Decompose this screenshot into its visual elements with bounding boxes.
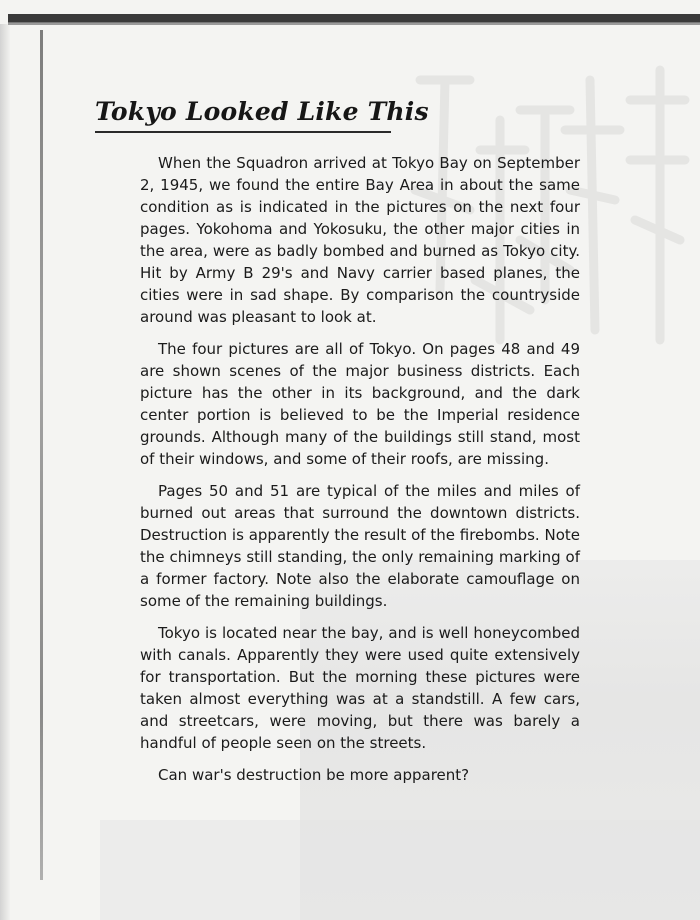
page-title: Tokyo Looked Like This [95,97,429,126]
paragraph-canals: Tokyo is located near the bay, and is well honeycombed with canals. Apparently they were used quite extensively for transportation. But the morning these pictures were taken almost everything was at a standstill. A few cars, and streetcars, were moving, but there was barely a handful of people seen on the streets. [140,624,580,752]
paragraph-closing: Can war's destruction be more apparent? [158,766,470,784]
top-border-rule [8,14,700,22]
bleed-through-photo-bottom [100,820,700,920]
top-border-rule-thin [8,23,700,25]
paragraph-business-districts: The four pictures are all of Tokyo. On pages 48 and 49 are shown scenes of the major business districts. Each picture has the other in its background, and the dark center portion is believed to be the Imperial residence grounds. Although many of the buildings still stand, most of their windows, and some of their roofs, are missing. [140,340,580,468]
binding-edge-line [40,30,43,880]
title-underline [95,131,391,133]
binding-shadow [0,24,10,920]
article-body [140,152,580,796]
paragraph-burned-areas: Pages 50 and 51 are typical of the miles and miles of burned out areas that surround the downtown districts. Destruction is apparently the result of the firebombs. Note the chimneys still standing, the only remaining marking of a former factory. Note also the elaborate camouflage on some of the remaining buildings. [140,482,580,610]
paragraph-arrival: When the Squadron arrived at Tokyo Bay on September 2, 1945, we found the entire Bay Area in about the same condition as is indicated in the pictures on the next four pages. Yokohoma and Yokosuku, the other major cities in the area, were as badly bombed and burned as Tokyo city. Hit by Army B 29's and Navy carrier based planes, the cities were in sad shape. By comparison the countryside around was pleasant to look at. [140,154,580,326]
